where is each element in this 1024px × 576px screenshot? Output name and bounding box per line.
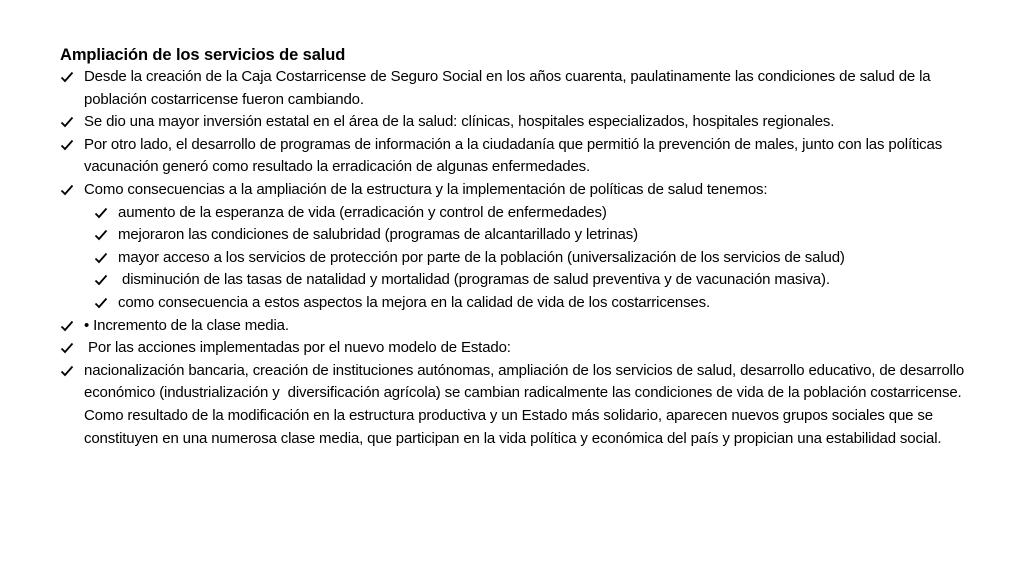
check-mark-icon (94, 251, 108, 265)
list-item-text: • Incremento de la clase media. (84, 316, 289, 334)
sub-list-item (94, 292, 980, 315)
check-mark-icon (94, 296, 108, 310)
list-item (60, 66, 980, 111)
sub-bullet-list (60, 202, 980, 315)
check-mark-icon (94, 273, 108, 287)
sub-list-item-text: aumento de la esperanza de vida (erradicación y control de enfermedades) (118, 203, 607, 221)
list-item-text: Por otro lado, el desarrollo de programas de información a la ciudadanía que permitió la prevención de males, junto con las políticas vacunación generó como resultado la erradicación de algunas enfermedades. (84, 135, 943, 176)
list-item (60, 360, 980, 450)
sub-list-item-text: mayor acceso a los servicios de protección por parte de la población (universalización de los servicios de salud) (118, 248, 845, 266)
check-mark-icon (60, 341, 74, 355)
list-item (60, 337, 980, 360)
list-item-text: Por las acciones implementadas por el nuevo modelo de Estado: (84, 339, 511, 357)
list-item-text: Desde la creación de la Caja Costarricense de Seguro Social en los años cuarenta, paulatinamente las condiciones de salud de la población costarricense fueron cambiando. (84, 68, 931, 108)
check-mark-icon (94, 228, 108, 242)
check-mark-icon (60, 183, 74, 197)
slide-content (60, 44, 980, 450)
list-item-text: nacionalización bancaria, creación de instituciones autónomas, ampliación de los servicios de salud, desarrollo educativo, de desarrollo económico (industrialización y diversificación agrícola) se cambian radicalmente las condiciones de vida de la población costarricense. Como resultado de la modificación en la estructura productiva y un Estado más solidario, aparecen nuevos grupos sociales que se constituyen en una numerosa clase media, que participan en la vida política y económica del país y propician una estabilidad social. (84, 361, 969, 447)
bullet-list (60, 66, 980, 202)
list-item (60, 315, 980, 338)
list-item (60, 111, 980, 134)
sub-list-item (94, 269, 980, 292)
check-mark-icon (60, 70, 74, 84)
sub-list-item-text: mejoraron las condiciones de salubridad (programas de alcantarillado y letrinas) (118, 226, 638, 244)
check-mark-icon (60, 115, 74, 129)
check-mark-icon (60, 319, 74, 333)
bullet-list-continued (60, 315, 980, 451)
slide-title: Ampliación de los servicios de salud (60, 46, 346, 64)
sub-list-item (94, 224, 980, 247)
check-mark-icon (60, 364, 74, 378)
sub-list-item (94, 202, 980, 225)
check-mark-icon (94, 206, 108, 220)
list-item (60, 134, 980, 179)
sub-list-item (94, 247, 980, 270)
sub-list-item-text: disminución de las tasas de natalidad y mortalidad (programas de salud preventiva y de vacunación masiva). (118, 271, 830, 289)
sub-list-item-text: como consecuencia a estos aspectos la mejora en la calidad de vida de los costarricenses. (118, 293, 710, 311)
list-item (60, 179, 980, 202)
check-mark-icon (60, 138, 74, 152)
list-item-text: Se dio una mayor inversión estatal en el área de la salud: clínicas, hospitales especializados, hospitales regionales. (84, 113, 835, 131)
list-item-text: Como consecuencias a la ampliación de la estructura y la implementación de políticas de salud tenemos: (84, 180, 768, 198)
